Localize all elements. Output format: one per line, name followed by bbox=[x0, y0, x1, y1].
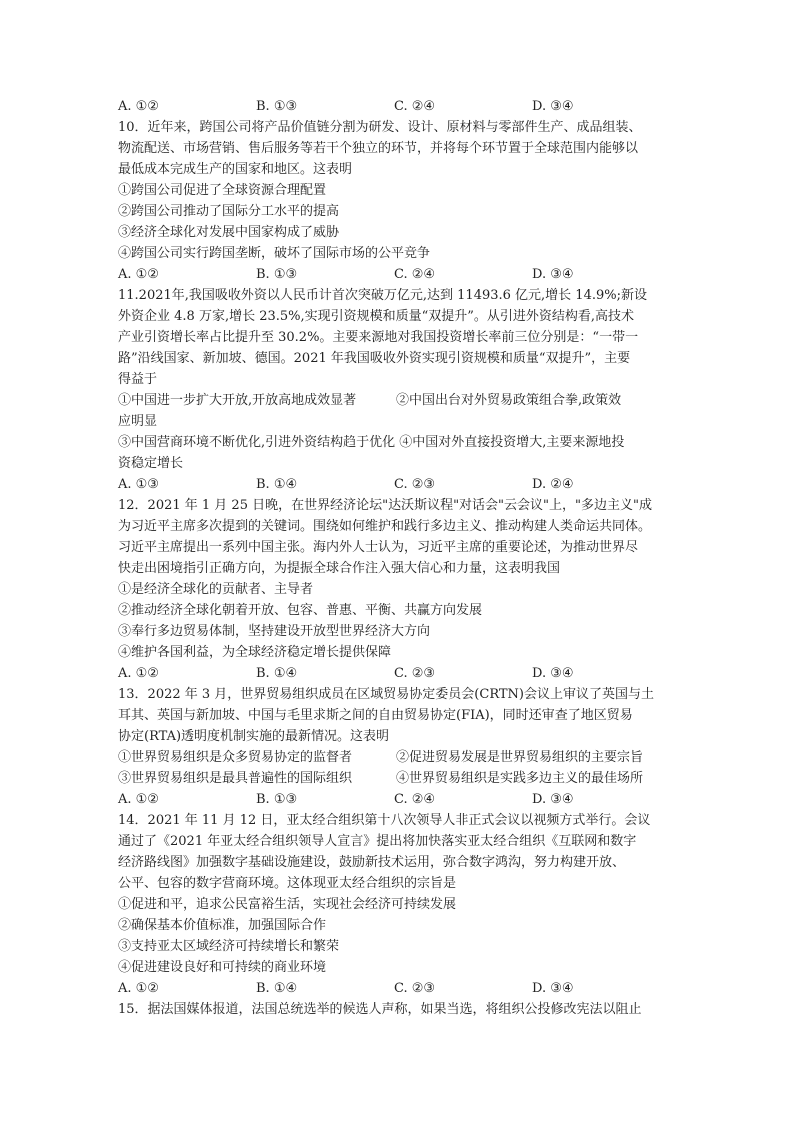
question-stem: 习近平主席提出一系列中国主张。海内外人士认为，习近平主席的重要论述，为推动世界尽 bbox=[118, 540, 639, 555]
statement-item: ②中国出台对外贸易政策组合拳,政策效 bbox=[396, 393, 622, 408]
option-d: D. ③④ bbox=[532, 792, 574, 807]
q13-options bbox=[118, 789, 678, 810]
question-stem: 经济路线图》加强数字基础设施建设，鼓励新技术运用，弥合数字鸿沟，努力构建开放、 bbox=[118, 855, 626, 870]
option-c: C. ②③ bbox=[394, 981, 436, 996]
q14-options bbox=[118, 978, 678, 999]
option-a: A. ①② bbox=[118, 666, 159, 681]
option-a: A. ①② bbox=[118, 267, 159, 282]
option-d: D. ③④ bbox=[532, 981, 574, 996]
statement-row bbox=[118, 768, 678, 789]
question-12 bbox=[118, 495, 678, 684]
statement-item: 资稳定增长 bbox=[118, 456, 184, 471]
statement-item: ④世界贸易组织是实践多边主义的最佳场所 bbox=[396, 771, 644, 786]
question-14 bbox=[118, 810, 678, 999]
q10-options bbox=[118, 264, 678, 285]
question-13 bbox=[118, 684, 678, 810]
q12-options bbox=[118, 663, 678, 684]
option-d: D. ③④ bbox=[532, 267, 574, 282]
statement-item: ③世界贸易组织是最具普遍性的国际组织 bbox=[118, 771, 353, 786]
statement-item: ②促进贸易发展是世界贸易组织的主要宗旨 bbox=[396, 750, 644, 765]
question-stem: 13．2022 年 3 月，世界贸易组织成员在区域贸易协定委员会(CRTN)会议上审议了英国与土 bbox=[118, 687, 654, 702]
option-d: D. ③④ bbox=[532, 666, 574, 681]
statement-row bbox=[118, 747, 678, 768]
exam-page bbox=[118, 96, 678, 1020]
statement-item: ①跨国公司促进了全球资源合理配置 bbox=[118, 183, 327, 198]
option-b: B. ①④ bbox=[256, 981, 298, 996]
question-stem: 得益于 bbox=[118, 372, 158, 387]
question-stem: 15．据法国媒体报道，法国总统选举的候选人声称，如果当选，将组织公投修改宪法以阻止 bbox=[118, 1002, 642, 1017]
statement-item: ③中国营商环境不断优化,引进外资结构趋于优化 ④中国对外直接投资增大,主要来源地投 bbox=[118, 435, 625, 450]
question-stem: 11.2021年,我国吸收外资以人民币计首次突破万亿元,达到 11493.6 亿元,增长 14.9%;新设 bbox=[118, 288, 647, 303]
question-stem: 公平、包容的数字营商环境。这体现亚太经合组织的宗旨是 bbox=[118, 876, 457, 891]
question-stem: 产业引资增长率占比提升至 30.2%。主要来源地对我国投资增长率前三位分别是：“一带一 bbox=[118, 330, 639, 345]
question-15 bbox=[118, 999, 678, 1020]
question-stem: 为习近平主席多次提到的关键词。围绕如何维护和践行多边主义、推动构建人类命运共同体。 bbox=[118, 519, 652, 534]
statement-row bbox=[118, 390, 678, 411]
option-a: A. ①② bbox=[118, 792, 159, 807]
question-stem: 外资企业 4.8 万家,增长 23.5%,实现引资规模和质量“双提升”。从引进外资结构看,高技术 bbox=[118, 309, 635, 324]
question-stem: 耳其、英国与新加坡、中国与毛里求斯之间的自由贸易协定(FIA)，同时还审查了地区贸易 bbox=[118, 708, 633, 723]
q9-options bbox=[118, 96, 678, 117]
option-c: C. ②③ bbox=[394, 666, 436, 681]
option-b: B. ①③ bbox=[256, 267, 298, 282]
statement-item: ④跨国公司实行跨国垄断，破坏了国际市场的公平竞争 bbox=[118, 246, 431, 261]
question-stem: 12．2021 年 1 月 25 日晚，在世界经济论坛"达沃斯议程"对话会"云会议"上，"多边主义"成 bbox=[118, 498, 652, 513]
question-11 bbox=[118, 285, 678, 495]
question-stem: 路”沿线国家、新加坡、德国。2021 年我国吸收外资实现引资规模和质量“双提升”，主要 bbox=[118, 351, 631, 366]
option-a: A. ①② bbox=[118, 981, 159, 996]
statement-item: 应明显 bbox=[118, 414, 158, 429]
statement-item: ③支持亚太区域经济可持续增长和繁荣 bbox=[118, 939, 340, 954]
option-b: B. ①③ bbox=[256, 99, 298, 114]
statement-item: ④促进建设良好和可持续的商业环境 bbox=[118, 960, 327, 975]
statement-item: ③奉行多边贸易体制，坚持建设开放型世界经济大方向 bbox=[118, 624, 431, 639]
option-c: C. ②④ bbox=[394, 792, 436, 807]
option-c: C. ②③ bbox=[394, 477, 436, 492]
statement-item: ②跨国公司推动了国际分工水平的提高 bbox=[118, 204, 340, 219]
question-stem: 14．2021 年 11 月 12 日，亚太经合组织第十八次领导人非正式会议以视频方式举行。会议 bbox=[118, 813, 651, 828]
question-stem: 最低成本完成生产的国家和地区。这表明 bbox=[118, 162, 353, 177]
statement-item: ④维护各国利益，为全球经济稳定增长提供保障 bbox=[118, 645, 392, 660]
option-c: C. ②④ bbox=[394, 267, 436, 282]
statement-item: ①世界贸易组织是众多贸易协定的监督者 bbox=[118, 750, 353, 765]
statement-item: ①中国进一步扩大开放,开放高地成效显著 bbox=[118, 393, 357, 408]
question-10 bbox=[118, 117, 678, 285]
option-a: A. ①② bbox=[118, 99, 159, 114]
option-a: A. ①③ bbox=[118, 477, 159, 492]
question-stem: 通过了《2021 年亚太经合组织领导人宣言》提出将加快落实亚太经合组织《互联网和数字 bbox=[118, 834, 637, 849]
question-stem: 快走出困境指引正确方向，为提振全球合作注入强大信心和力量，这表明我国 bbox=[118, 561, 561, 576]
question-stem: 10．近年来，跨国公司将产品价值链分割为研发、设计、原材料与零部件生产、成品组装、 bbox=[118, 120, 642, 135]
option-b: B. ①④ bbox=[256, 666, 298, 681]
option-b: B. ①④ bbox=[256, 477, 298, 492]
question-stem: 协定(RTA)透明度机制实施的最新情况。这表明 bbox=[118, 729, 390, 744]
statement-item: ②推动经济全球化朝着开放、包容、普惠、平衡、共赢方向发展 bbox=[118, 603, 483, 618]
option-b: B. ①③ bbox=[256, 792, 298, 807]
statement-item: ②确保基本价值标准，加强国际合作 bbox=[118, 918, 327, 933]
statement-item: ①是经济全球化的贡献者、主导者 bbox=[118, 582, 314, 597]
statement-item: ①促进和平，追求公民富裕生活，实现社会经济可持续发展 bbox=[118, 897, 457, 912]
option-d: D. ③④ bbox=[532, 99, 574, 114]
option-c: C. ②④ bbox=[394, 99, 436, 114]
option-d: D. ②④ bbox=[532, 477, 574, 492]
q11-options bbox=[118, 474, 678, 495]
statement-item: ③经济全球化对发展中国家构成了威胁 bbox=[118, 225, 340, 240]
question-stem: 物流配送、市场营销、售后服务等若干个独立的环节，并将每个环节置于全球范围内能够以 bbox=[118, 141, 639, 156]
